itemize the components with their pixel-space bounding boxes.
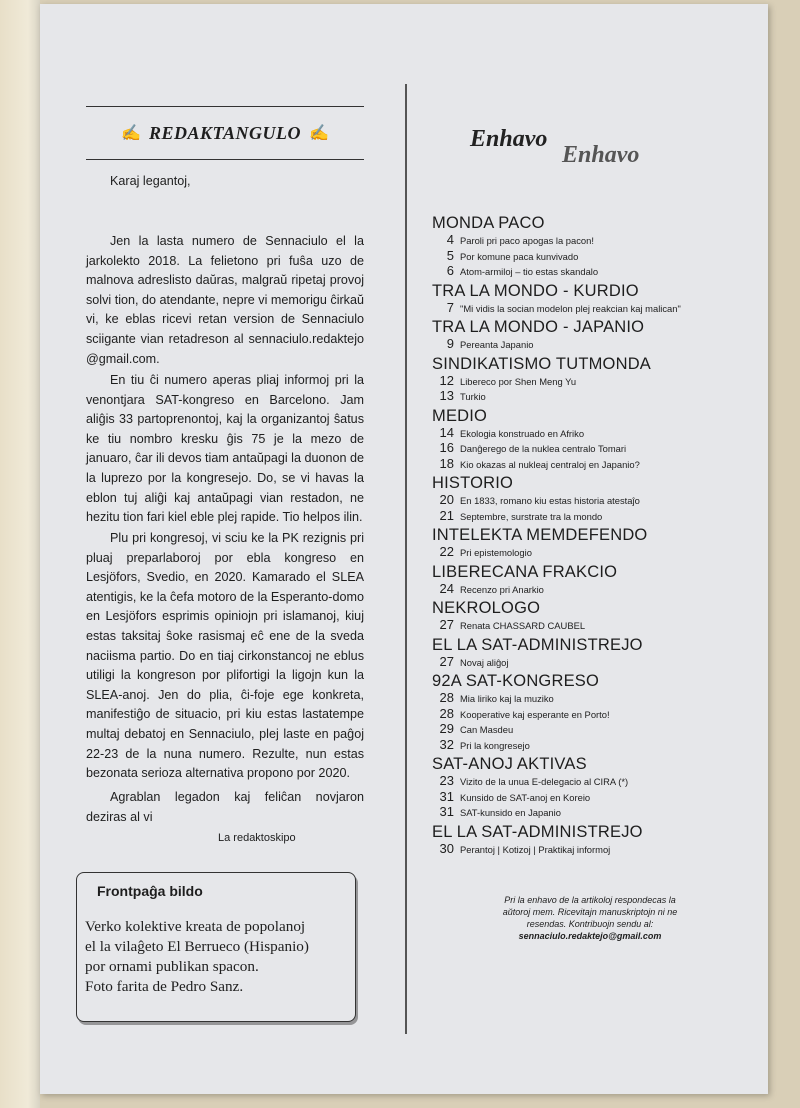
editorial-title: REDAKTANGULO bbox=[148, 122, 302, 143]
toc-entry-title: Can Masdeu bbox=[460, 724, 514, 735]
toc-entry bbox=[432, 426, 762, 442]
toc-entry-title: Mia liriko kaj la muziko bbox=[460, 693, 554, 704]
toc-entry-title: Libereco por Shen Meng Yu bbox=[460, 375, 577, 387]
editorial-signoff: La redaktoskipo bbox=[218, 832, 296, 844]
toc-section-heading: SAT-ANOJ AKTIVAS bbox=[432, 755, 587, 773]
toc-entry-page: 24 bbox=[439, 580, 454, 596]
front-cover-line: Foto farita de Pedro Sanz. bbox=[85, 978, 244, 995]
toc-entry-title: Vizito de la unua E-delegacio al CIRA (*) bbox=[460, 776, 629, 787]
toc-entry-title: Pri epistemologio bbox=[460, 547, 532, 558]
toc-entry bbox=[432, 790, 762, 806]
note-line: resendas. Kontribuojn sendu al: bbox=[526, 919, 654, 929]
toc-section-heading: MONDA PACO bbox=[432, 214, 545, 232]
editorial-paragraph-3: Plu pri kongresoj, vi sciu ke la PK rezignis pri pluaj preparlaboroj por ebla kongreso en Lesjöfors, Svedio, en 2020. Kamarado el SLEA atentigis, ke la ĉefa motoro de la Esperanto-domo en Lesjöfors esprimis opiniojn pri islamanoj, kiuj estas taksitaj ŝoke rasismaj eĉ ene de la sveda naciisma partio. Do en tiaj cirkonstancoj ne eblus utiligi la kongreson por plifortigi la ligojn kun la SLEA-anoj. Jen do plia, ĉi-foje ege konkreta, manifestiĝo de situacio, pri kiu estas lastatempe multaj debatoj en Sennaciulo, plej laste en paĝoj 22-23 de la nuna numero. Rezulte, nun estas bezonata serioza alternativa propono por 2020. bbox=[86, 531, 364, 781]
toc-section-heading: NEKROLOGO bbox=[432, 599, 541, 617]
toc-entry bbox=[432, 389, 762, 405]
toc-entry-title: Perantoj | Kotizoj | Praktikaj informoj bbox=[460, 843, 611, 855]
toc-entry-page: 30 bbox=[439, 840, 454, 856]
toc-entry-page: 6 bbox=[446, 263, 454, 278]
toc-entry-page: 28 bbox=[439, 705, 454, 721]
pen-icon: ✍ bbox=[121, 125, 141, 142]
toc-entry-title: Pereanta Japanio bbox=[460, 339, 534, 350]
toc-entry bbox=[432, 774, 762, 790]
front-cover-line: por ornami publikan spacon. bbox=[85, 958, 259, 975]
toc-entry bbox=[432, 707, 762, 723]
toc-entry bbox=[432, 842, 762, 858]
toc-entry-title: Renata CHASSARD CAUBEL bbox=[460, 620, 586, 631]
toc-entry bbox=[432, 582, 762, 598]
toc-entry-title: Turkio bbox=[460, 391, 486, 402]
toc-entry-page: 9 bbox=[446, 336, 454, 351]
editorial-note bbox=[440, 894, 740, 942]
column-divider bbox=[405, 84, 407, 1034]
toc-entry-page: 4 bbox=[446, 232, 454, 247]
toc-entry bbox=[432, 691, 762, 707]
toc-entry-title: Kio okazas al nukleaj centraloj en Japanio? bbox=[460, 458, 640, 470]
toc-section-heading: LIBERECANA FRAKCIO bbox=[432, 562, 618, 581]
toc-section-heading: EL LA SAT-ADMINISTREJO bbox=[432, 822, 643, 841]
note-line: aŭtoroj mem. Ricevitajn manuskriptojn ni ne bbox=[502, 907, 678, 917]
table-of-contents bbox=[432, 212, 762, 857]
toc-entry-title: Danĝerego de la nuklea centralo Tomari bbox=[460, 443, 627, 454]
toc-entry-page: 16 bbox=[439, 440, 454, 455]
toc-entry-title: SAT-kunsido en Japanio bbox=[460, 807, 561, 818]
page-gutter bbox=[0, 0, 40, 1108]
toc-entry-title: Kooperative kaj esperante en Porto! bbox=[460, 708, 610, 720]
toc-entry bbox=[432, 301, 762, 317]
toc-section-heading: INTELEKTA MEMDEFENDO bbox=[432, 526, 648, 544]
front-cover-title: Frontpaĝa bildo bbox=[97, 883, 203, 899]
toc-entry bbox=[432, 374, 762, 390]
toc-entry bbox=[432, 805, 762, 821]
editorial-paragraph-4: Agrablan legadon kaj feliĉan novjaron deziras al vi bbox=[86, 790, 364, 824]
toc-entry bbox=[432, 722, 762, 738]
toc-entry bbox=[432, 493, 762, 509]
toc-section-heading: MEDIO bbox=[432, 406, 488, 425]
toc-section-heading: HISTORIO bbox=[432, 474, 514, 492]
note-line: Pri la enhavo de la artikoloj respondecas la bbox=[504, 895, 676, 905]
toc-entry bbox=[432, 337, 762, 353]
toc-entry bbox=[432, 441, 762, 457]
toc-entry bbox=[432, 233, 762, 249]
editorial-greeting: Karaj legantoj, bbox=[110, 174, 191, 188]
toc-entry-page: 5 bbox=[446, 247, 454, 263]
toc-title-shadow: Enhavo bbox=[562, 142, 640, 168]
toc-entry-page: 14 bbox=[439, 424, 454, 440]
toc-entry-title: Atom-armiloj – tio estas skandalo bbox=[460, 266, 599, 277]
toc-entry-page: 13 bbox=[439, 388, 454, 403]
toc-entry-title: "Mi vidis la socian modelon plej reakcian kaj malican" bbox=[460, 302, 681, 314]
editorial-header bbox=[86, 106, 364, 160]
front-cover-line: Verko kolektive kreata de popolanoj bbox=[85, 918, 306, 935]
toc-entry-page: 31 bbox=[439, 804, 454, 819]
editorial-paragraph-1: Jen la lasta numero de Sennaciulo el la jarkolekto 2018. La felietono pri fuŝa uzo de malnova adreslisto daŭras, malgraŭ ripetaj provoj solvi tion, do atendante, nepre vi memorigu ĉirkaŭ vi, ke eblas ricevi retan version de Sennaciulo sciigante vian retadreson al sennaciulo.redaktejo @gmail.com. bbox=[86, 234, 364, 366]
toc-entry-page: 23 bbox=[439, 773, 454, 788]
toc-entry-page: 28 bbox=[439, 690, 454, 705]
toc-entry-title: Recenzo pri Anarkio bbox=[460, 583, 544, 595]
toc-section-heading: TRA LA MONDO - KURDIO bbox=[432, 281, 639, 300]
front-cover-line: el la vilaĝeto El Berrueco (Hispanio) bbox=[85, 938, 309, 955]
toc-entry-page: 12 bbox=[439, 372, 454, 388]
toc-section-heading: TRA LA MONDO - JAPANIO bbox=[432, 318, 645, 336]
toc-entry-title: Septembre, surstrate tra la mondo bbox=[460, 510, 603, 522]
toc-entry-page: 22 bbox=[439, 544, 454, 559]
toc-section-heading: SINDIKATISMO TUTMONDA bbox=[432, 354, 652, 373]
toc-section-heading: 92A SAT-KONGRESO bbox=[432, 672, 600, 690]
toc-entry-page: 20 bbox=[439, 492, 454, 507]
toc-entry-page: 7 bbox=[446, 299, 454, 315]
front-cover-box bbox=[76, 872, 356, 1022]
contact-email[interactable]: sennaciulo.redaktejo@gmail.com bbox=[518, 931, 662, 941]
toc-entry bbox=[432, 655, 762, 671]
toc-entry bbox=[432, 618, 762, 634]
toc-entry-title: Por komune paca kunvivado bbox=[460, 250, 579, 262]
toc-title-primary: Enhavo bbox=[470, 126, 548, 152]
toc-title bbox=[470, 126, 720, 176]
toc-entry-title: Ekologia konstruado en Afriko bbox=[460, 427, 585, 439]
toc-entry-page: 21 bbox=[439, 507, 454, 523]
toc-entry-page: 27 bbox=[439, 617, 454, 632]
pen-icon: ✍ bbox=[309, 125, 329, 142]
toc-entry bbox=[432, 249, 762, 265]
toc-entry bbox=[432, 509, 762, 525]
toc-section-heading: EL LA SAT-ADMINISTREJO bbox=[432, 635, 643, 654]
toc-entry-title: En 1833, romano kiu estas historia atestaĵo bbox=[460, 495, 640, 506]
front-cover-text bbox=[85, 917, 353, 997]
toc-entry bbox=[432, 264, 762, 280]
toc-entry-page: 31 bbox=[439, 788, 454, 804]
toc-entry-page: 18 bbox=[439, 455, 454, 471]
toc-entry-title: Paroli pri paco apogas la pacon! bbox=[460, 235, 594, 246]
toc-entry bbox=[432, 738, 762, 754]
toc-entry bbox=[432, 545, 762, 561]
toc-entry-title: Novaj aliĝoj bbox=[460, 656, 509, 668]
toc-entry-title: Kunsido de SAT-anoj en Koreio bbox=[460, 791, 591, 803]
editorial-paragraph-2: En tiu ĉi numero aperas pliaj informoj pri la venontjara SAT-kongreso en Barcelono. Jam aliĝis 33 partoprenontoj, kaj la organizantoj ŝatus ke tiu nombro kresku ĝis 75 je la mezo de januaro, ĉar ili devos tiam antaŭpagi la duonon de la luprezo por la kongresejo. Do, se vi havas la eblon tuj aliĝi kaj antaŭpagi vian restadon, ne hezitu tion fari kiel eble plej rapide. Tio helpos ilin. bbox=[86, 373, 364, 525]
toc-entry-page: 27 bbox=[439, 653, 454, 669]
toc-entry-title: Pri la kongresejo bbox=[460, 739, 530, 751]
toc-entry-page: 32 bbox=[439, 736, 454, 752]
toc-entry-page: 29 bbox=[439, 721, 454, 736]
toc-entry bbox=[432, 457, 762, 473]
